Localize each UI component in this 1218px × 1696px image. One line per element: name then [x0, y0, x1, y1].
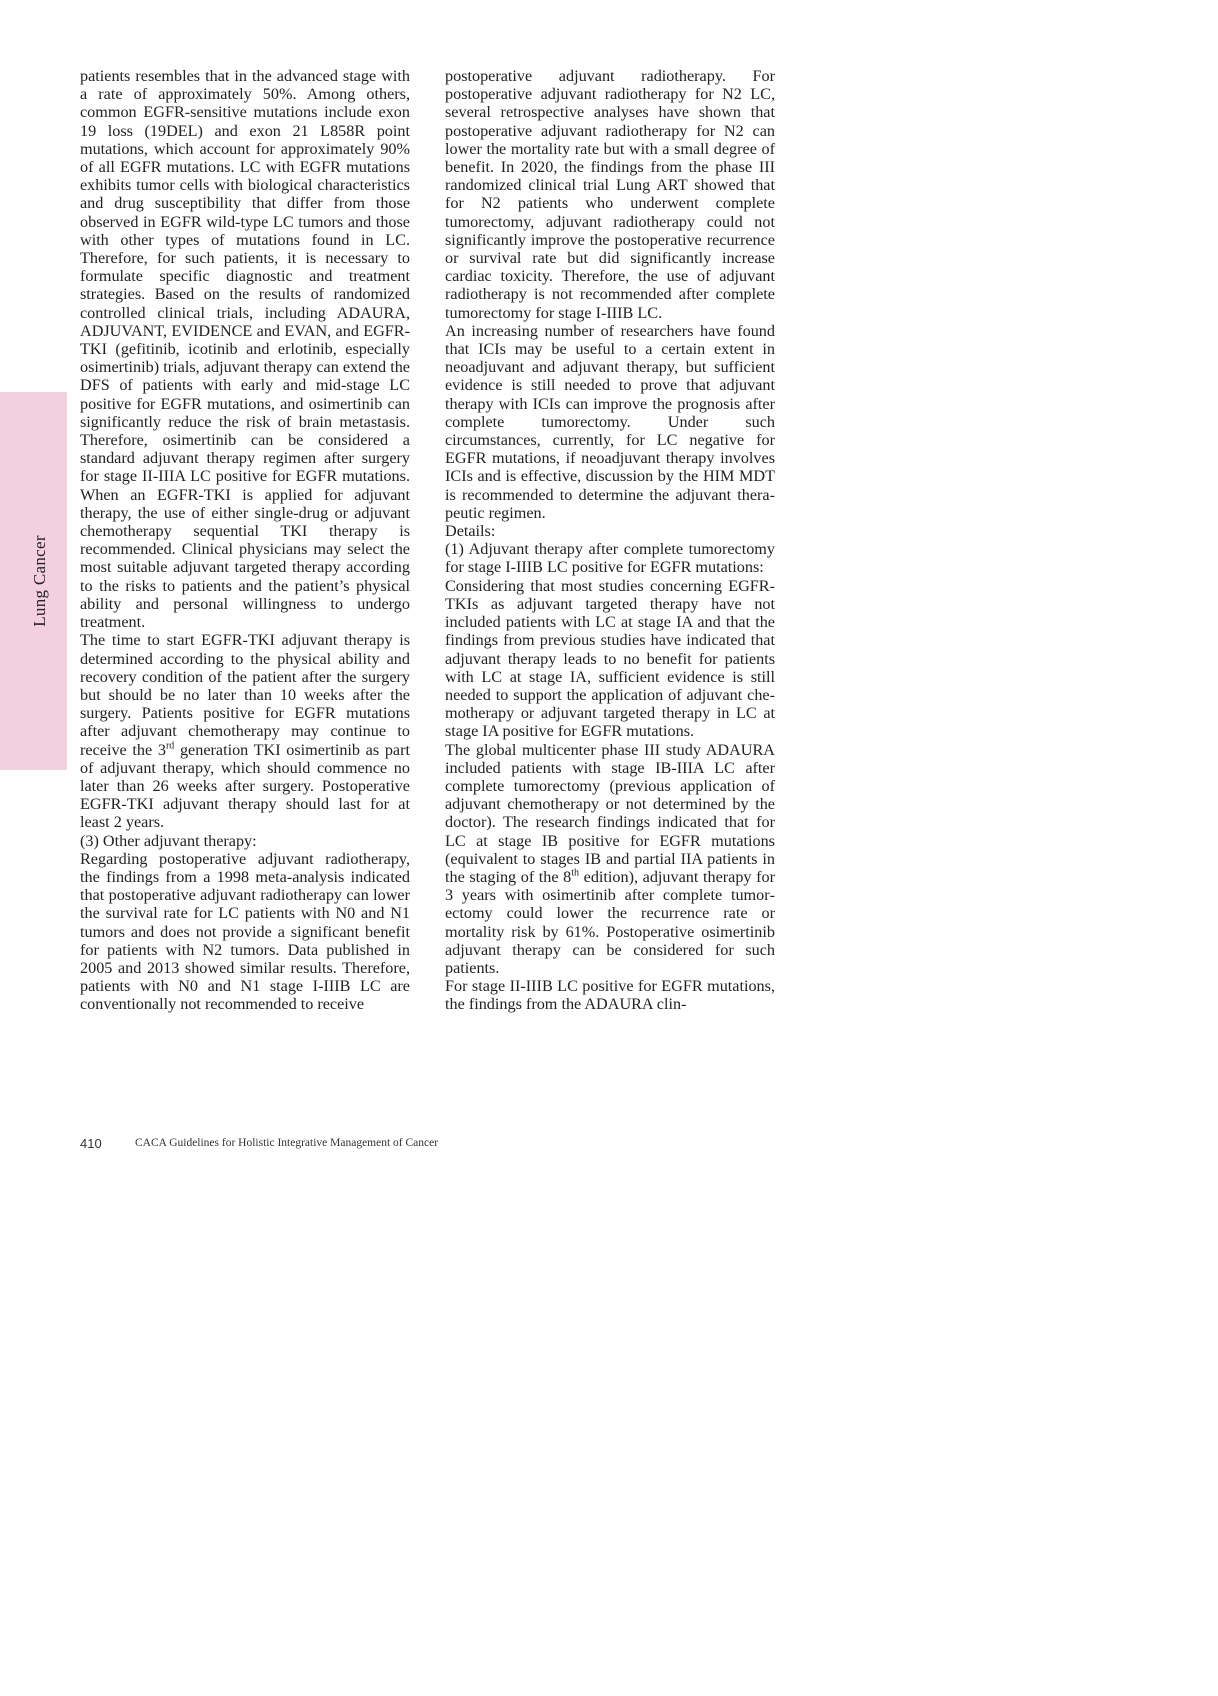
paragraph: patients resembles that in the advanced stage with a rate of approximately 50%. Among others, common EGFR-sensitive mutations include exon 19 loss (19DEL) and exon 21 L858R point mutations, which account for approximately 90% of all EGFR mutations. LC with EGFR mutations exhibits tumor cells with biological characteristics and drug susceptibility that differ from those observed in EGFR wild-type LC tumors and those with other types of mutations found in LC. Therefore, for such patients, it is necessary to formulate specific diagnostic and treatment strategies. Based on the results of randomized controlled clinical trials, including ADAURA, ADJUVANT, EVIDENCE and EVAN, and EGFR-TKI (gefitinib, icotinib and erlotinib, especially osimertinib) trials, adjuvant therapy can extend the DFS of patients with early and mid-stage LC positive for EGFR mutations, and osimertinib can significantly reduce the risk of brain metastasis. Therefore, osimertinib can be considered a standard adjuvant therapy regimen after surgery for stage II-IIIA LC positive for EGFR mutations. When an EGFR-TKI is applied for adjuvant therapy, the use of either single-drug or adjuvant chemotherapy sequential TKI therapy is recommended. Clinical physicians may select the most suitable adjuvant targeted therapy according to the risks to patients and the patient’s physical ability and personal willingness to undergo treatment. [80, 67, 410, 632]
section-heading: (3) Other adjuvant therapy: [80, 831, 257, 850]
running-footer-title: CACA Guidelines for Holistic Integrative Management of Cancer [135, 1137, 439, 1149]
paragraph: Regarding postoperative adjuvant radiotherapy, the findings from a 1998 meta-analysis indicated that postoperative adjuvant radiotherapy can lower the survival rate for LC patients with N0 and N1 tumors and does not provide a significant benefit for patients with N2 tumors. Data published in 2005 and 2013 showed similar results. Therefore, patients with N0 and N1 stage I-IIIB LC are conventionally not recommended to receive [80, 849, 410, 1014]
paragraph: Considering that most studies concerning EGFR-TKIs as adjuvant targeted therapy have not included patients with LC at stage IA and that the findings from previous studies have indicated that adjuvant therapy leads to no benefit for patients with LC at stage IA, sufficient evidence is still needed to support the application of adjuvant chemotherapy or adjuvant targeted therapy in LC at stage IA positive for EGFR mutations. [445, 576, 775, 741]
paragraph: The time to start EGFR-TKI adjuvant therapy is determined according to the physical ability and recovery condition of the patient after the surgery but should be no later than 10 weeks after the surgery. Patients positive for EGFR mutations after adjuvant chemotherapy may continue to receive the 3rd generation TKI osimertinib as part of adjuvant therapy, which should commence no later than 26 weeks after surgery. Postoperative EGFR-TKI adjuvant therapy should last for at least 2 years. [80, 631, 410, 832]
paragraph: For stage II-IIIB LC positive for EGFR mutations, the findings from the ADAURA clin- [445, 977, 775, 1014]
section-heading: (1) Adjuvant therapy after complete tumorectomy for stage I-IIIB LC positive for EGFR mutations: [445, 540, 775, 577]
paragraph: postoperative adjuvant radiotherapy. For postoperative adjuvant radiotherapy for N2 LC, several retrospective analyses have shown that postoperative adjuvant radiotherapy for N2 can lower the mortality rate but with a small degree of benefit. In 2020, the findings from the phase III randomized clinical trial Lung ART showed that for N2 patients who underwent complete tumorectomy, adjuvant radiotherapy could not significantly improve the postoperative recurrence or survival rate but did significantly increase cardiac toxicity. Therefore, the use of adjuvant radiotherapy is not recommended after complete tumorectomy for stage I-IIIB LC. [445, 67, 775, 322]
paragraph: The global multicenter phase III study ADAURA included patients with stage IB-IIIA LC after complete tumorectomy (previous application of adjuvant chemotherapy or not determined by the doctor). The research findings indicated that for LC at stage IB positive for EGFR mutations (equivalent to stages IB and partial IIA patients in the staging of the 8th edition), adjuvant therapy for 3 years with osimertinib after complete tumorectomy could lower the recurrence rate or mortality risk by 61%. Postoperative osimertinib adjuvant therapy can be considered for such patients. [445, 740, 775, 977]
left-column [80, 67, 410, 1014]
page-number: 410 [80, 1136, 102, 1151]
section-heading: Details: [445, 522, 496, 541]
paragraph: An increasing number of researchers have found that ICIs may be useful to a certain extent in neoadjuvant and adjuvant therapy, but sufficient evidence is still needed to prove that adjuvant therapy with ICIs can improve the prognosis after complete tumorectomy. Under such circumstances, currently, for LC negative for EGFR mutations, if neoadjuvant therapy involves ICIs and is effective, discussion by the HIM MDT is recommended to determine the adjuvant therapeutic regimen. [445, 321, 775, 522]
side-tab-label: Lung Cancer [30, 535, 49, 627]
right-column [445, 67, 775, 1014]
